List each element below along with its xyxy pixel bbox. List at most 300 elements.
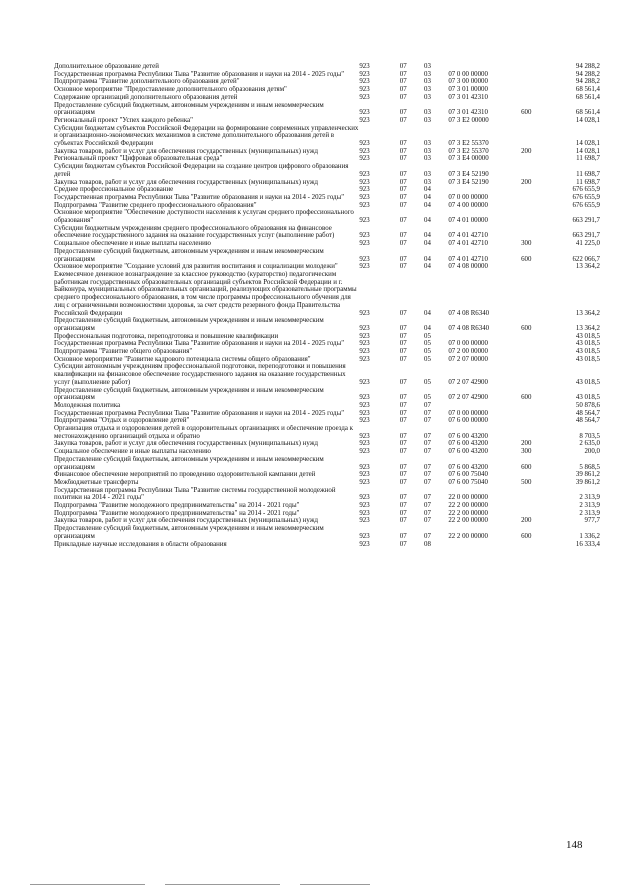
row-section-code: 07: [399, 109, 407, 117]
row-name: Подпрограмма "Развитие среднего профессионального образования": [54, 201, 257, 209]
row-admin-code: 923: [359, 63, 370, 70]
row-name: Организация отдыха и оздоровления детей в оздоровительных организациях и обеспечение проезда к местонахождению организаций отдыха и обратно: [54, 425, 353, 440]
table-row: [54, 263, 600, 271]
row-target-article: [448, 63, 521, 71]
row-subsection-code: 07: [424, 401, 431, 409]
row-section-code: 07: [399, 155, 407, 163]
row-subsection-code: 03: [424, 86, 431, 94]
row-section-code: 07: [399, 532, 407, 540]
table-row: [54, 155, 600, 163]
row-section-code: 07: [399, 93, 407, 101]
row-subsection-code: 03: [424, 78, 431, 86]
table-row: [54, 340, 600, 348]
row-name: Государственная программа Республики Тыва "Развитие образования и науки на 2014 - 2025 годы": [54, 340, 345, 348]
row-section-code: 07: [399, 63, 407, 70]
scan-rule: [165, 884, 280, 885]
row-target-article: 07 3 Е4 52190: [448, 170, 489, 178]
row-target-article: 22 0 00 00000: [448, 494, 488, 502]
table-row: [54, 356, 600, 364]
row-target-article: 07 0 00 00000: [448, 340, 488, 348]
row-expense-type: [521, 471, 549, 479]
row-admin-code: 923: [359, 240, 370, 248]
row-section-code: 07: [399, 471, 407, 479]
row-name: Ежемесячное денежное вознаграждение за классное руководство (кураторство) педагогическим работникам государственных образовательных организаций субъектов Российской Федерации и г. Байконура, муниципальных образовательных организаций, реализующих образовательные программы среднего профессионального образования, в том числе программы профессионального обучения для лиц с ограниченными возможностями здоровья, за счет средств резервного фонда Правительства Российской Федерации: [54, 270, 357, 317]
row-admin-code: 923: [359, 263, 370, 271]
row-expense-type: 300: [521, 448, 532, 456]
row-amount: 68 561,4: [575, 86, 600, 94]
table-row: [54, 487, 600, 502]
row-subsection-code: 04: [424, 217, 431, 225]
row-subsection-code: 03: [424, 170, 431, 178]
row-expense-type: [521, 78, 549, 86]
row-expense-type: [521, 333, 549, 341]
row-expense-type: [521, 263, 549, 271]
row-target-article: [448, 186, 521, 194]
row-expense-type: 600: [521, 532, 532, 540]
row-name: Подпрограмма "Развитие молодежного предпринимательства" на 2014 - 2021 годы": [54, 509, 300, 517]
row-admin-code: 923: [359, 78, 370, 86]
row-name: Закупка товаров, работ и услуг для обеспечения государственных (муниципальных) нужд: [54, 178, 318, 186]
row-amount: 39 861,2: [575, 478, 600, 486]
row-subsection-code: 07: [424, 517, 431, 525]
row-name: Основное мероприятие "Обеспечение доступности населения к услугам среднего профессионального образования": [54, 209, 354, 225]
row-expense-type: [521, 402, 549, 410]
row-expense-type: [521, 86, 549, 94]
row-admin-code: 923: [359, 348, 370, 356]
row-name: Закупка товаров, работ и услуг для обеспечения государственных (муниципальных) нужд: [54, 517, 318, 525]
row-target-article: 22 2 00 00000: [448, 532, 488, 540]
row-expense-type: 600: [521, 109, 532, 117]
row-name: Содержание организаций дополнительного образования детей: [54, 93, 238, 101]
row-section-code: 07: [399, 201, 407, 209]
row-subsection-code: 04: [424, 186, 431, 194]
row-section-code: 07: [399, 147, 407, 155]
row-admin-code: 923: [359, 86, 370, 94]
row-amount: 11 698,7: [576, 178, 600, 186]
row-admin-code: 923: [359, 324, 370, 332]
row-amount: 977,7: [584, 517, 600, 525]
row-admin-code: 923: [359, 478, 370, 486]
row-expense-type: [521, 63, 549, 71]
row-expense-type: [521, 117, 549, 125]
row-amount: 676 655,9: [572, 186, 600, 194]
row-amount: 2 313,9: [579, 502, 600, 510]
row-subsection-code: 04: [424, 240, 431, 248]
row-subsection-code: 05: [424, 394, 431, 402]
row-admin-code: 923: [359, 494, 370, 502]
table-row: [54, 78, 600, 86]
row-section-code: 07: [399, 502, 407, 510]
row-admin-code: 923: [359, 432, 370, 440]
row-subsection-code: 04: [424, 255, 431, 263]
row-expense-type: [521, 502, 549, 510]
row-subsection-code: 07: [424, 494, 431, 502]
table-row: [54, 94, 600, 102]
row-expense-type: [521, 417, 549, 425]
row-amount: 11 698,7: [576, 155, 600, 163]
row-subsection-code: 03: [424, 70, 431, 78]
row-admin-code: 923: [359, 70, 370, 78]
row-amount: 16 333,4: [575, 540, 600, 548]
row-amount: 13 364,2: [575, 324, 600, 332]
row-target-article: 07 3 01 42310: [448, 93, 488, 101]
row-admin-code: 923: [359, 170, 370, 178]
row-amount: 11 698,7: [576, 170, 600, 178]
row-admin-code: 923: [359, 532, 370, 540]
row-amount: 14 028,1: [575, 147, 600, 155]
row-expense-type: 500: [521, 478, 532, 486]
row-target-article: 07 6 00 43200: [448, 463, 488, 471]
table-row: [54, 333, 600, 341]
row-amount: 200,0: [584, 448, 600, 456]
table-row: [54, 448, 600, 456]
table-row: [54, 387, 600, 402]
table-row: [54, 317, 600, 332]
row-name: Государственная программа Республики Тыва "Развитие образования и науки на 2014 - 2025 годы": [54, 409, 345, 417]
row-target-article: 07 3 01 42310: [448, 109, 488, 117]
row-subsection-code: 07: [424, 509, 431, 517]
row-amount: 13 364,2: [575, 309, 600, 317]
row-subsection-code: 07: [424, 463, 431, 471]
row-name: Закупка товаров, работ и услуг для обеспечения государственных (муниципальных) нужд: [54, 147, 318, 155]
row-target-article: [448, 541, 521, 549]
row-subsection-code: 05: [424, 340, 431, 348]
row-admin-code: 923: [359, 409, 370, 417]
row-section-code: 07: [399, 517, 407, 525]
row-name: Субсидии автономным учреждениям профессиональной подготовки, переподготовки и повышения квалификации на финансовое обеспечение государственного задания на оказание государственных услуг (выполнение работ): [54, 363, 346, 386]
row-target-article: 07 4 00 00000: [448, 201, 488, 209]
row-name: Подпрограмма "Развитие общего образования": [54, 348, 193, 356]
row-amount: 94 288,2: [575, 63, 600, 70]
row-target-article: 07 4 01 42710: [448, 240, 488, 248]
row-amount: 39 861,2: [575, 471, 600, 479]
row-subsection-code: 04: [424, 324, 431, 332]
row-section-code: 07: [399, 193, 407, 201]
budget-table: [54, 63, 600, 548]
row-admin-code: 923: [359, 332, 370, 340]
row-section-code: 07: [399, 340, 407, 348]
row-expense-type: 200: [521, 178, 532, 186]
budget-table-body: [54, 63, 600, 548]
row-subsection-code: 07: [424, 417, 431, 425]
row-section-code: 07: [399, 116, 407, 124]
row-name: Субсидии бюджетам субъектов Российской Федерации на формирование современных управленческих и организационно-экономических механизмов в системе дополнительного образования детей в субъектах Российской Федерации: [54, 124, 359, 148]
row-amount: 622 066,7: [572, 255, 600, 263]
row-target-article: 07 4 01 00000: [448, 217, 488, 225]
row-section-code: 07: [399, 355, 407, 363]
row-name: Прикладные научные исследования в области образования: [54, 540, 227, 548]
table-row: [54, 125, 600, 148]
row-section-code: 07: [399, 448, 407, 456]
row-expense-type: [521, 202, 549, 210]
row-section-code: 07: [399, 255, 407, 263]
row-target-article: 07 0 00 00000: [448, 193, 488, 201]
table-row: [54, 541, 600, 549]
table-row: [54, 209, 600, 224]
row-expense-type: [521, 340, 549, 348]
row-amount: 676 655,9: [572, 193, 600, 201]
row-admin-code: 923: [359, 540, 370, 548]
row-subsection-code: 03: [424, 147, 431, 155]
row-admin-code: 923: [359, 340, 370, 348]
row-name: Основное мероприятие "Создание условий для развития воспитания и социализации молодежи": [54, 263, 338, 271]
row-section-code: 07: [399, 332, 407, 340]
table-row: [54, 479, 600, 487]
table-row: [54, 240, 600, 248]
row-subsection-code: 07: [424, 432, 431, 440]
row-admin-code: 923: [359, 140, 370, 148]
row-section-code: 07: [399, 263, 407, 271]
table-row: [54, 425, 600, 440]
row-name: Межбюджетные трансферты: [54, 478, 139, 486]
row-name: Подпрограмма "Отдых и оздоровление детей": [54, 417, 190, 425]
table-row: [54, 148, 600, 156]
row-amount: 68 561,4: [575, 109, 600, 117]
row-name: Основное мероприятие "Развитие кадрового потенциала системы общего образования": [54, 355, 311, 363]
row-section-code: 07: [399, 232, 407, 240]
table-row: [54, 410, 600, 418]
row-admin-code: 923: [359, 394, 370, 402]
row-admin-code: 923: [359, 201, 370, 209]
row-amount: 2 313,9: [579, 494, 600, 502]
row-section-code: 07: [399, 378, 407, 386]
row-amount: 2 313,9: [579, 509, 600, 517]
table-row: [54, 71, 600, 79]
row-amount: 43 018,5: [575, 332, 600, 340]
row-expense-type: 200: [521, 440, 532, 448]
table-row: [54, 186, 600, 194]
row-target-article: 07 2 07 42900: [448, 378, 488, 386]
row-subsection-code: 04: [424, 232, 431, 240]
row-target-article: 07 3 Е2 00000: [448, 116, 489, 124]
row-amount: 663 291,7: [572, 217, 600, 225]
row-section-code: 07: [399, 440, 407, 448]
row-name: Региональный проект "Цифровая образовательная среда": [54, 155, 223, 163]
row-expense-type: [521, 186, 549, 194]
table-row: [54, 471, 600, 479]
row-name: Закупка товаров, работ и услуг для обеспечения государственных (муниципальных) нужд: [54, 440, 318, 448]
row-section-code: 07: [399, 394, 407, 402]
row-amount: 43 018,5: [575, 348, 600, 356]
row-amount: 48 564,7: [575, 417, 600, 425]
row-target-article: 07 3 Е2 55370: [448, 147, 489, 155]
row-amount: 8 703,5: [579, 432, 600, 440]
row-name: Региональный проект "Успех каждого ребенка": [54, 116, 193, 124]
table-row: [54, 225, 600, 240]
row-name: Предоставление субсидий бюджетным, автономным учреждениям и иным некоммерческим организациям: [54, 455, 324, 471]
row-subsection-code: 07: [424, 440, 431, 448]
table-row: [54, 525, 600, 540]
row-target-article: 07 6 00 43200: [448, 432, 488, 440]
row-subsection-code: 03: [424, 140, 431, 148]
table-row: [54, 510, 600, 518]
row-admin-code: 923: [359, 186, 370, 194]
row-target-article: 07 6 00 75040: [448, 478, 488, 486]
row-target-article: 07 4 08 R6340: [448, 309, 490, 317]
row-target-article: [448, 402, 521, 410]
row-expense-type: 600: [521, 394, 532, 402]
table-row: [54, 417, 600, 425]
row-amount: 5 868,5: [579, 463, 600, 471]
row-target-article: 07 3 Е4 52190: [448, 178, 489, 186]
table-row: [54, 502, 600, 510]
table-row: [54, 402, 600, 410]
row-amount: 41 225,0: [575, 240, 600, 248]
row-section-code: 07: [399, 540, 407, 548]
row-section-code: 07: [399, 140, 407, 148]
row-subsection-code: 03: [424, 155, 431, 163]
row-expense-type: [521, 209, 549, 224]
row-name: Субсидии бюджетам субъектов Российской Федерации на создание центров цифрового образования детей: [54, 163, 349, 178]
row-admin-code: 923: [359, 255, 370, 263]
row-admin-code: 923: [359, 116, 370, 124]
row-target-article: 07 4 08 00000: [448, 263, 488, 271]
row-subsection-code: 04: [424, 263, 431, 271]
row-expense-type: [521, 510, 549, 518]
row-amount: 1 336,2: [579, 532, 600, 540]
row-amount: 43 018,5: [575, 394, 600, 402]
row-name: Предоставление субсидий бюджетным, автономным учреждениям и иным некоммерческим организациям: [54, 101, 324, 117]
row-subsection-code: 05: [424, 355, 431, 363]
row-subsection-code: 04: [424, 201, 431, 209]
row-subsection-code: 04: [424, 309, 431, 317]
row-section-code: 07: [399, 401, 407, 409]
row-section-code: 07: [399, 217, 407, 225]
row-expense-type: 600: [521, 324, 532, 332]
row-section-code: 07: [399, 70, 407, 78]
row-amount: 13 364,2: [575, 263, 600, 271]
row-name: Основное мероприятие "Предоставление дополнительного образования детям": [54, 86, 287, 94]
scan-rule: [300, 884, 370, 885]
row-section-code: 07: [399, 478, 407, 486]
row-name: Предоставление субсидий бюджетным, автономным учреждениям и иным некоммерческим организациям: [54, 317, 324, 332]
table-row: [54, 202, 600, 210]
row-section-code: 07: [399, 432, 407, 440]
row-amount: 68 561,4: [575, 93, 600, 101]
row-admin-code: 923: [359, 217, 370, 225]
row-section-code: 07: [399, 186, 407, 194]
row-target-article: 07 6 00 43200: [448, 448, 488, 456]
row-subsection-code: 05: [424, 378, 431, 386]
row-expense-type: [521, 271, 549, 317]
row-admin-code: 923: [359, 502, 370, 510]
row-amount: 43 018,5: [575, 378, 600, 386]
row-admin-code: 923: [359, 378, 370, 386]
table-row: [54, 194, 600, 202]
row-target-article: 07 2 07 00000: [448, 355, 488, 363]
row-expense-type: [521, 410, 549, 418]
table-row: [54, 86, 600, 94]
row-admin-code: 923: [359, 401, 370, 409]
row-admin-code: 923: [359, 440, 370, 448]
row-target-article: 07 4 01 42710: [448, 255, 488, 263]
row-name: Предоставление субсидий бюджетным, автономным учреждениям и иным некоммерческим организациям: [54, 525, 324, 540]
row-target-article: 07 2 07 42900: [448, 394, 488, 402]
row-admin-code: 923: [359, 93, 370, 101]
page-number: 148: [566, 839, 583, 851]
row-expense-type: [521, 155, 549, 163]
row-subsection-code: 07: [424, 502, 431, 510]
row-name: Предоставление субсидий бюджетным, автономным учреждениям и иным некоммерческим организациям: [54, 247, 324, 263]
row-name: Субсидии бюджетным учреждениям среднего профессионального образования на финансовое обеспечение государственного задания на оказание государственных услуг (выполнение работ): [54, 224, 335, 240]
row-name: Предоставление субсидий бюджетным, автономным учреждениям и иным некоммерческим организациям: [54, 386, 324, 402]
row-subsection-code: 07: [424, 532, 431, 540]
row-amount: 676 655,9: [572, 201, 600, 209]
row-admin-code: 923: [359, 417, 370, 425]
row-name: Подпрограмма "Развитие молодежного предпринимательства" на 2014 - 2021 годы": [54, 502, 300, 510]
row-amount: 50 878,6: [575, 401, 600, 409]
row-subsection-code: 07: [424, 471, 431, 479]
row-amount: 2 635,0: [579, 440, 600, 448]
row-target-article: 22 2 00 00000: [448, 502, 488, 510]
table-row: [54, 517, 600, 525]
row-amount: 94 288,2: [575, 78, 600, 86]
row-admin-code: 923: [359, 193, 370, 201]
table-row: [54, 179, 600, 187]
row-section-code: 07: [399, 78, 407, 86]
table-row: [54, 348, 600, 356]
row-expense-type: 600: [521, 255, 532, 263]
row-target-article: 07 6 00 00000: [448, 417, 488, 425]
row-expense-type: [521, 348, 549, 356]
row-admin-code: 923: [359, 517, 370, 525]
row-subsection-code: 04: [424, 193, 431, 201]
row-section-code: 07: [399, 463, 407, 471]
row-expense-type: [521, 425, 549, 440]
row-admin-code: 923: [359, 232, 370, 240]
row-expense-type: [521, 356, 549, 364]
row-amount: 94 288,2: [575, 70, 600, 78]
row-section-code: 07: [399, 240, 407, 248]
row-target-article: 07 0 00 00000: [448, 70, 488, 78]
row-subsection-code: 03: [424, 178, 431, 186]
row-subsection-code: 07: [424, 478, 431, 486]
row-name: Государственная программа Республики Тыва "Развитие системы государственной молодежной политики на 2014 - 2021 годы": [54, 486, 336, 502]
row-subsection-code: 07: [424, 409, 431, 417]
row-section-code: 07: [399, 494, 407, 502]
row-expense-type: [521, 194, 549, 202]
table-row: [54, 102, 600, 117]
row-target-article: 07 0 00 00000: [448, 409, 488, 417]
row-admin-code: 923: [359, 109, 370, 117]
row-section-code: 07: [399, 86, 407, 94]
table-row: [54, 271, 600, 317]
row-expense-type: 600: [521, 463, 532, 471]
row-section-code: 07: [399, 509, 407, 517]
row-name: Финансовое обеспечение мероприятий по проведению оздоровительной кампании детей: [54, 471, 316, 479]
table-row: [54, 248, 600, 263]
table-row: [54, 63, 600, 71]
row-amount: 14 028,1: [575, 116, 600, 124]
row-amount: 663 291,7: [572, 232, 600, 240]
row-subsection-code: 03: [424, 109, 431, 117]
row-admin-code: 923: [359, 509, 370, 517]
row-expense-type: [521, 163, 549, 178]
table-row: [54, 163, 600, 178]
row-amount: 14 028,1: [575, 140, 600, 148]
row-target-article: 07 6 00 43200: [448, 440, 488, 448]
row-expense-type: [521, 94, 549, 102]
row-target-article: 07 3 01 00000: [448, 86, 488, 94]
row-admin-code: 923: [359, 355, 370, 363]
row-name: Государственная программа Республики Тыва "Развитие образования и науки на 2014 - 2025 годы": [54, 193, 345, 201]
row-admin-code: 923: [359, 471, 370, 479]
row-expense-type: [521, 541, 549, 549]
row-target-article: 22 2 00 00000: [448, 509, 488, 517]
row-section-code: 07: [399, 324, 407, 332]
row-expense-type: [521, 125, 549, 148]
row-expense-type: [521, 487, 549, 502]
